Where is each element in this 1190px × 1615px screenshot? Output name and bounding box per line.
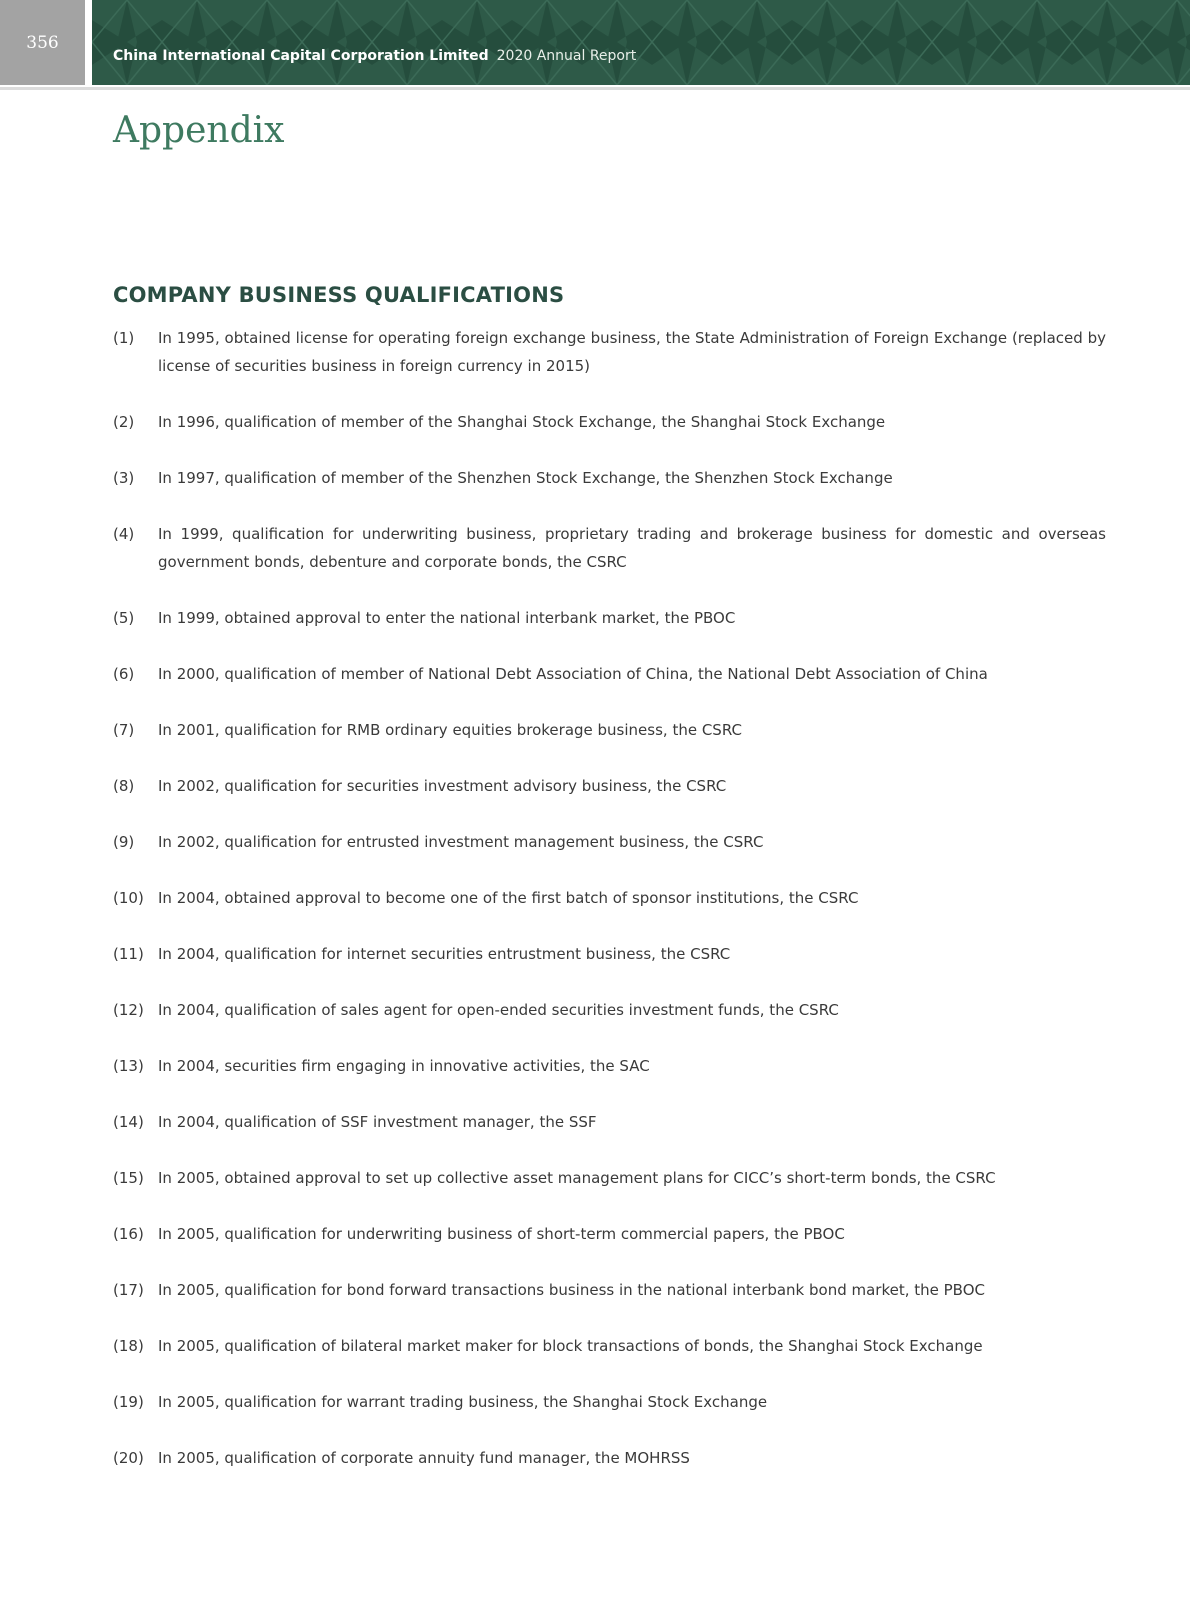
report-name: 2020 Annual Report [496, 48, 637, 64]
item-number: (12) [113, 1001, 144, 1019]
list-item [113, 716, 1106, 744]
item-number: (10) [113, 889, 144, 907]
item-number: (20) [113, 1449, 144, 1467]
item-text: In 2002, qualification for entrusted investment management business, the CSRC [158, 833, 764, 851]
item-number: (2) [113, 413, 135, 431]
item-number: (15) [113, 1169, 144, 1187]
item-text: In 2005, qualification for bond forward transactions business in the national interbank bond market, the PBOC [158, 1281, 985, 1299]
item-number: (18) [113, 1337, 144, 1355]
list-item [113, 324, 1106, 380]
item-text: In 2005, qualification for warrant trading business, the Shanghai Stock Exchange [158, 1393, 768, 1411]
item-number: (14) [113, 1113, 144, 1131]
item-number: (19) [113, 1393, 144, 1411]
qualifications-list [113, 324, 1106, 1500]
item-text: In 2005, qualification of corporate annuity fund manager, the MOHRSS [158, 1449, 690, 1467]
list-item [113, 1332, 1106, 1360]
item-text: In 2002, qualification for securities investment advisory business, the CSRC [158, 777, 727, 795]
item-text: In 2001, qualification for RMB ordinary equities brokerage business, the CSRC [158, 721, 742, 739]
item-text: In 2004, obtained approval to become one of the first batch of sponsor institutions, the CSRC [158, 889, 859, 907]
item-number: (1) [113, 329, 135, 347]
list-item [113, 1052, 1106, 1080]
list-item [113, 520, 1106, 576]
list-item [113, 1388, 1106, 1416]
item-number: (8) [113, 777, 135, 795]
item-number: (11) [113, 945, 144, 963]
section-heading: COMPANY BUSINESS QUALIFICATIONS [113, 283, 565, 307]
item-number: (9) [113, 833, 135, 851]
item-text: In 2000, qualification of member of National Debt Association of China, the National Debt Association of China [158, 665, 988, 683]
item-text: In 2005, qualification for underwriting business of short-term commercial papers, the PBOC [158, 1225, 845, 1243]
item-text: In 2005, obtained approval to set up collective asset management plans for CICC’s short-term bonds, the CSRC [158, 1169, 996, 1187]
banner-pattern [92, 0, 1190, 85]
list-item [113, 940, 1106, 968]
list-item [113, 1164, 1106, 1192]
list-item [113, 660, 1106, 688]
item-number: (5) [113, 609, 135, 627]
header-divider [0, 87, 1190, 90]
item-text: In 1999, obtained approval to enter the national interbank market, the PBOC [158, 609, 736, 627]
list-item [113, 1220, 1106, 1248]
item-number: (7) [113, 721, 135, 739]
list-item [113, 828, 1106, 856]
item-number: (4) [113, 525, 135, 543]
item-number: (3) [113, 469, 135, 487]
item-text: In 2004, securities firm engaging in innovative activities, the SAC [158, 1057, 650, 1075]
item-number: (16) [113, 1225, 144, 1243]
item-text: In 1996, qualification of member of the Shanghai Stock Exchange, the Shanghai Stock Exchange [158, 413, 886, 431]
header-banner [92, 0, 1190, 85]
item-number: (6) [113, 665, 135, 683]
item-text: In 1997, qualification of member of the Shenzhen Stock Exchange, the Shenzhen Stock Exchange [158, 469, 893, 487]
list-item [113, 1444, 1106, 1472]
item-text: In 2004, qualification of SSF investment manager, the SSF [158, 1113, 597, 1131]
list-item [113, 604, 1106, 632]
list-item [113, 772, 1106, 800]
list-item [113, 1108, 1106, 1136]
item-text: In 2004, qualification for internet securities entrustment business, the CSRC [158, 945, 731, 963]
item-text: In 1995, obtained license for operating foreign exchange business, the State Administration of Foreign Exchange (replaced by license of securities business in foreign currency in 2015) [158, 329, 1106, 375]
item-text: In 2004, qualification of sales agent for open-ended securities investment funds, the CSRC [158, 1001, 839, 1019]
item-text: In 2005, qualification of bilateral market maker for block transactions of bonds, the Shanghai Stock Exchange [158, 1337, 983, 1355]
list-item [113, 464, 1106, 492]
item-text: In 1999, qualification for underwriting business, proprietary trading and brokerage business for domestic and overseas government bonds, debenture and corporate bonds, the CSRC [158, 525, 1106, 571]
company-name: China International Capital Corporation Limited [113, 48, 489, 64]
page-number: 356 [0, 0, 85, 85]
page-title: Appendix [113, 110, 285, 151]
list-item [113, 996, 1106, 1024]
list-item [113, 408, 1106, 436]
list-item [113, 884, 1106, 912]
list-item [113, 1276, 1106, 1304]
item-number: (17) [113, 1281, 144, 1299]
item-number: (13) [113, 1057, 144, 1075]
